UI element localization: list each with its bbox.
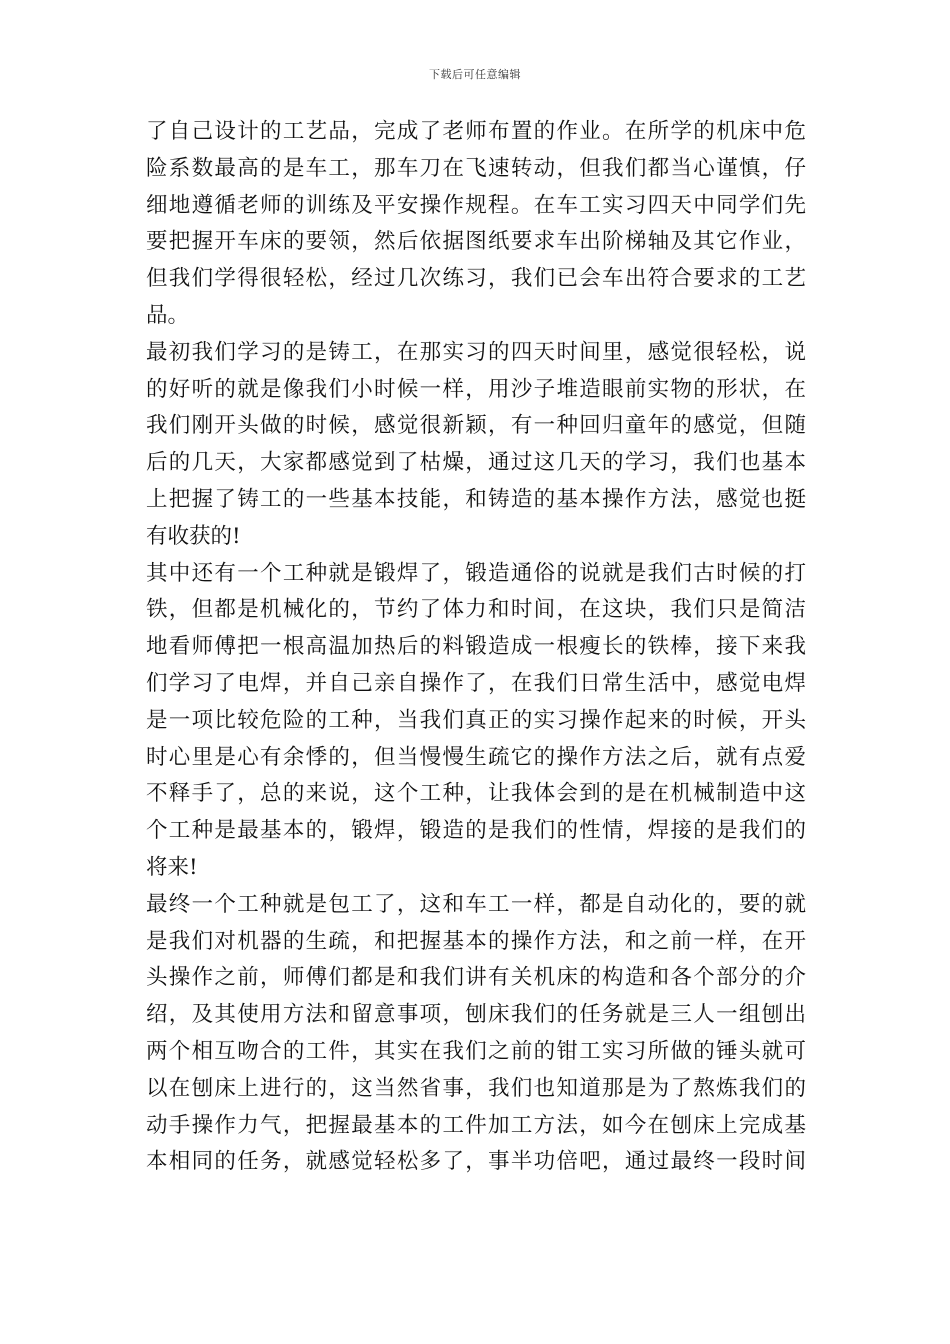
text-line: 以在刨床上进行的，这当然省事，我们也知道那是为了熬炼我们的 [146, 1075, 806, 1101]
paragraph-casting [146, 335, 806, 556]
text-line: 绍，及其使用方法和留意事项，刨床我们的任务就是三人一组刨出 [146, 1002, 806, 1028]
text-line: 是我们对机器的生疏，和把握基本的操作方法，和之前一样，在开 [146, 928, 806, 954]
text-line: 本相同的任务，就感觉轻松多了，事半功倍吧，通过最终一段时间 [146, 1149, 806, 1175]
text-line: 个工种是最基本的，锻焊，锻造的是我们的性情，焊接的是我们的 [146, 818, 806, 844]
text-line: 最终一个工种就是包工了，这和车工一样，都是自动化的，要的就 [146, 891, 806, 917]
text-line: 时心里是心有余悸的，但当慢慢生疏它的操作方法之后，就有点爱 [146, 744, 806, 770]
document-body [146, 114, 806, 1181]
text-line: 头操作之前，师傅们都是和我们讲有关机床的构造和各个部分的介 [146, 965, 806, 991]
text-line: 其中还有一个工种就是锻焊了，锻造通俗的说就是我们古时候的打 [146, 560, 806, 586]
text-line: 将来! [146, 854, 198, 880]
paragraph-forging-welding [146, 556, 806, 887]
text-line: 险系数最高的是车工，那车刀在飞速转动，但我们都当心谨慎，仔 [146, 155, 806, 181]
text-line: 最初我们学习的是铸工，在那实习的四天时间里，感觉很轻松，说 [146, 339, 806, 365]
text-line: 品。 [146, 302, 190, 328]
text-line: 后的几天，大家都感觉到了枯燥，通过这几天的学习，我们也基本 [146, 450, 806, 476]
text-line: 两个相互吻合的工件，其实在我们之前的钳工实习所做的锤头就可 [146, 1038, 806, 1064]
text-line: 我们刚开头做的时候，感觉很新颖，有一种回归童年的感觉，但随 [146, 413, 806, 439]
paragraph-planing [146, 887, 806, 1181]
text-line: 细地遵循老师的训练及平安操作规程。在车工实习四天中同学们先 [146, 192, 806, 218]
text-line: 了自己设计的工艺品，完成了老师布置的作业。在所学的机床中危 [146, 119, 806, 144]
text-line: 铁，但都是机械化的，节约了体力和时间，在这块，我们只是简洁 [146, 597, 806, 623]
paragraph-lathe [146, 114, 806, 335]
text-line: 上把握了铸工的一些基本技能，和铸造的基本操作方法，感觉也挺 [146, 486, 806, 512]
text-line: 是一项比较危险的工种，当我们真正的实习操作起来的时候，开头 [146, 707, 806, 733]
text-line: 要把握开车床的要领，然后依据图纸要求车出阶梯轴及其它作业， [146, 229, 806, 255]
page-header: 下载后可任意编辑 [429, 68, 521, 81]
text-line: 们学习了电焊，并自己亲自操作了，在我们日常生活中，感觉电焊 [146, 670, 806, 696]
text-line: 的好听的就是像我们小时候一样，用沙子堆造眼前实物的形状，在 [146, 376, 806, 402]
text-line: 不释手了，总的来说，这个工种，让我体会到的是在机械制造中这 [146, 781, 806, 807]
text-line: 有收获的! [146, 523, 241, 549]
text-line: 地看师傅把一根高温加热后的料锻造成一根瘦长的铁棒，接下来我 [146, 634, 806, 660]
text-line: 但我们学得很轻松，经过几次练习，我们已会车出符合要求的工艺 [146, 266, 806, 292]
text-line: 动手操作力气，把握最基本的工件加工方法，如今在刨床上完成基 [146, 1112, 806, 1138]
